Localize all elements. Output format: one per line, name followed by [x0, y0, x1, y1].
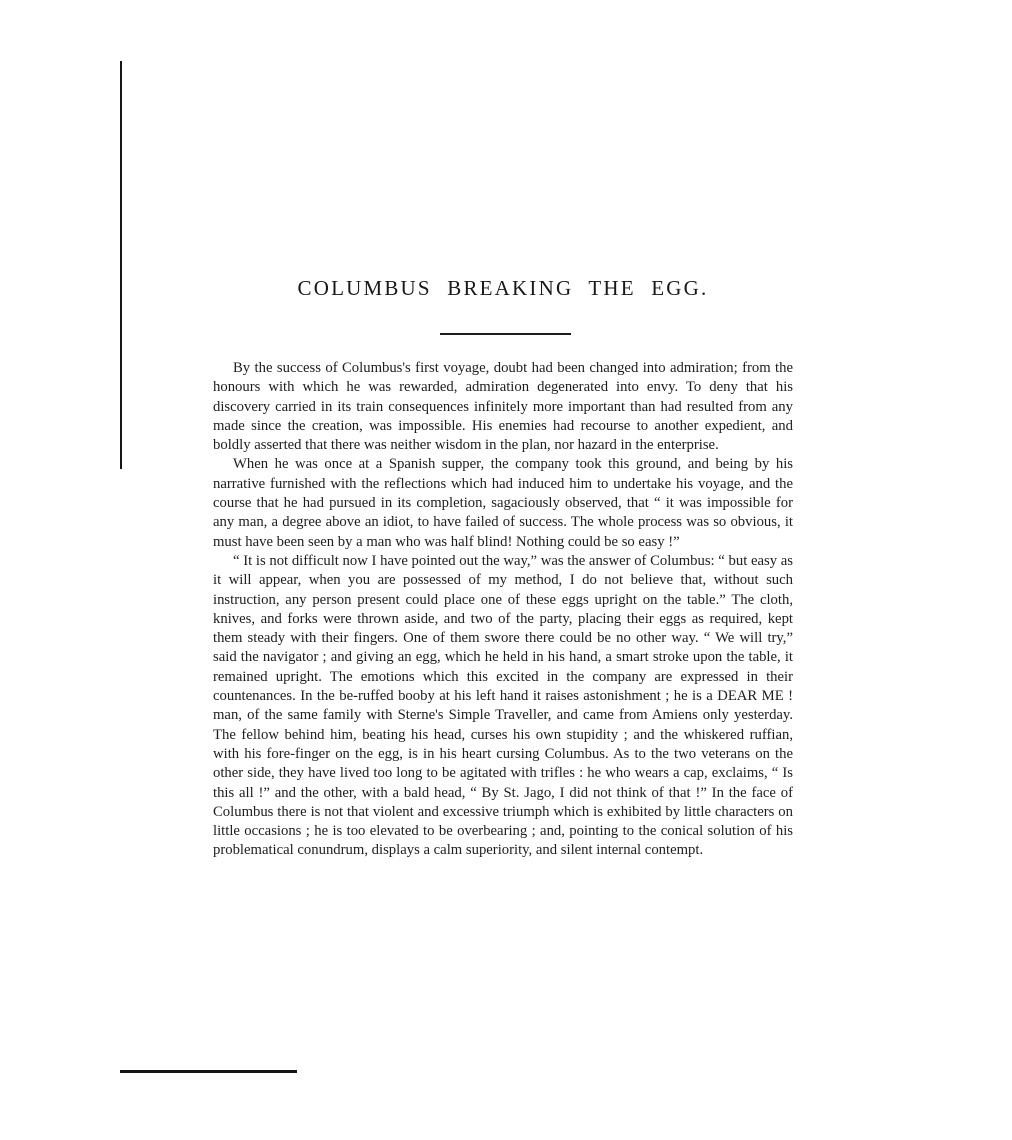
- paragraph: When he was once at a Spanish supper, the company took this ground, and being by his narrative furnished with the reflections which had induced him to undertake his voyage, and the course that he had pursued in its completion, sagaciously observed, that “ it was impossible for any man, a degree above an idiot, to have failed of success. The whole process was so obvious, it must have been seen by a man who was half blind! Nothing could be so easy !”: [213, 456, 793, 550]
- page-title: COLUMBUS BREAKING THE EGG.: [297, 276, 709, 300]
- title-divider-rule: [440, 333, 571, 335]
- paragraph: “ It is not difficult now I have pointed out the way,” was the answer of Columbus: “ but easy as it will appear, when you are possessed of my method, I do not believe that, without such instruction, any person present could place one of these eggs upright on the table.” The cloth, knives, and forks were thrown aside, and two of the party, placing their eggs as required, kept them steady with their fingers. One of them swore there could be no other way. “ We will try,” said the navigator ; and giving an egg, which he held in his hand, a smart stroke upon the table, it remained upright. The emotions which this excited in the company are expressed in their countenances. In the be-ruffed booby at his left hand it raises astonishment ; he is a DEAR ME ! man, of the same family with Sterne's Simple Traveller, and came from Amiens only yesterday. The fellow behind him, beating his head, curses his own stupidity ; and the whiskered ruffian, with his fore-finger on the egg, is in his heart cursing Columbus. As to the two veterans on the other side, they have lived too long to be agitated with trifles : he who wears a cap, exclaims, “ Is this all !” and the other, with a bald head, “ By St. Jago, I did not think of that !” In the face of Columbus there is not that violent and excessive triumph which is exhibited by little characters on little occasions ; he is too elevated to be overbearing ; and, pointing to the conical solution of his problematical conundrum, displays a calm superiority, and silent internal contempt.: [213, 552, 793, 859]
- left-margin-rule: [120, 61, 122, 469]
- paragraph: By the success of Columbus's first voyage, doubt had been changed into admiration; from the honours with which he was rewarded, admiration degenerated into envy. To deny that his discovery carried in its train consequences infinitely more important than had resulted from any made since the creation, was impossible. His enemies had recourse to another expedient, and boldly asserted that there was neither wisdom in the plan, nor hazard in the enterprise.: [213, 360, 793, 454]
- footer-rule: [120, 1070, 297, 1073]
- text-block: [213, 359, 793, 861]
